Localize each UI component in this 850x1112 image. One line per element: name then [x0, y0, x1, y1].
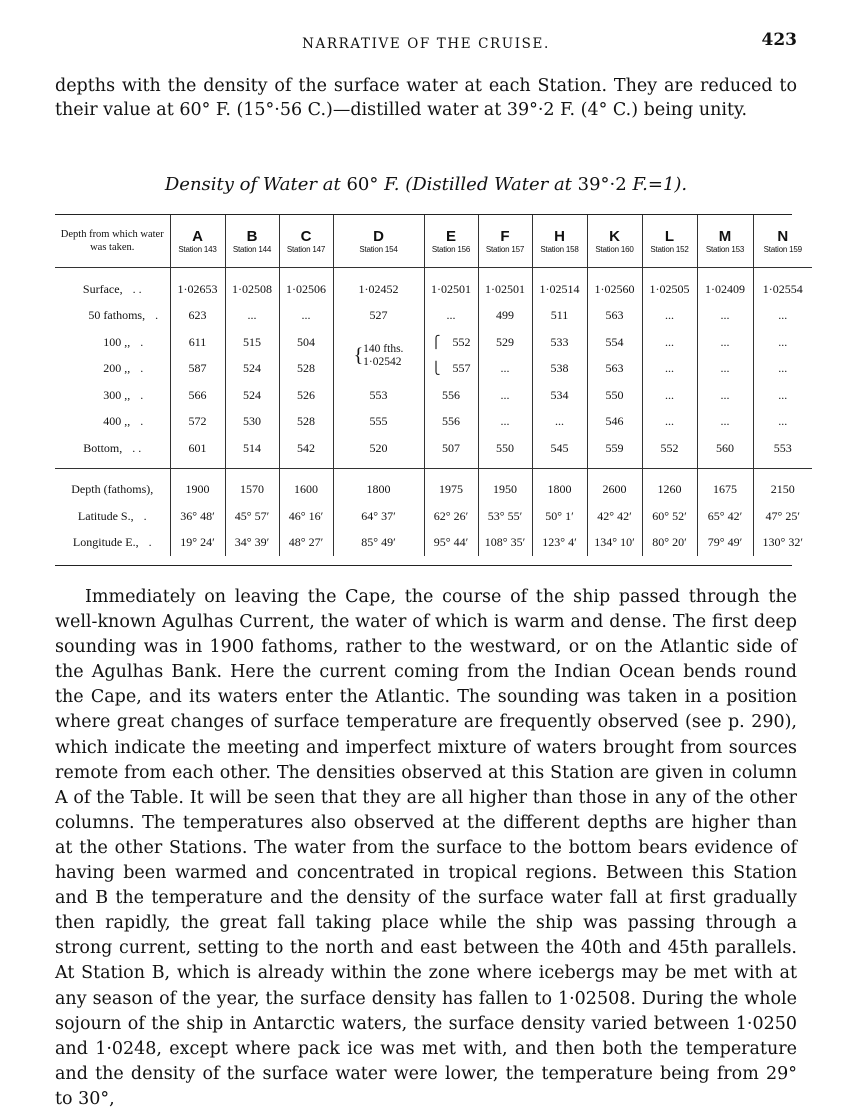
row-label-dots: .: [140, 387, 144, 402]
table-cell: 555: [333, 409, 424, 436]
table-cell: 601: [170, 435, 225, 462]
table-cell: 504: [279, 329, 333, 356]
row-label-dots: .: [140, 334, 144, 349]
column-letter: K: [609, 227, 620, 245]
column-station: Station 158: [540, 244, 579, 254]
table-cell: 507: [424, 435, 478, 462]
column-letter: E: [445, 227, 456, 245]
table-cell: 542: [279, 435, 333, 462]
column-header: [532, 215, 587, 268]
body-text: [55, 585, 797, 1112]
spacer-row: [55, 468, 812, 477]
table-cell: ...: [697, 382, 753, 409]
table-cell: ...: [642, 382, 697, 409]
table-cell: ...: [642, 356, 697, 383]
running-title: NARRATIVE OF THE CRUISE.: [302, 36, 550, 52]
table-cell: 553: [753, 435, 812, 462]
brace-glyph: {: [353, 344, 364, 366]
row-label-text: 400 ,,: [103, 414, 131, 429]
column-header: [170, 215, 225, 268]
table-cell: 1·02560: [587, 276, 642, 303]
column-letter: A: [192, 227, 203, 245]
table-cell: 60° 52′: [642, 503, 697, 530]
row-label-dots: .: [140, 414, 144, 429]
table-cell: 587: [170, 356, 225, 383]
table-cell: 520: [333, 435, 424, 462]
row-label-text: Longitude E.,: [72, 535, 139, 550]
table-cell: 545: [532, 435, 587, 462]
note-line: 140 fths.: [363, 342, 404, 355]
table-cell: ...: [753, 409, 812, 436]
row-label-dots: .: [148, 535, 152, 550]
column-letter: N: [777, 227, 789, 245]
depth-column-header: Depth from which water was taken.: [55, 215, 170, 268]
table-cell: 528: [279, 409, 333, 436]
table-cell: ...: [279, 303, 333, 330]
row-label: [55, 329, 170, 356]
table-cell: 534: [532, 382, 587, 409]
table-cell: 1800: [333, 477, 424, 504]
column-station: Station 153: [705, 244, 745, 254]
cell-value: 557: [452, 361, 471, 376]
row-label: [55, 477, 170, 504]
table-cell: 524: [225, 382, 279, 409]
table-row: [55, 503, 812, 530]
table-cell: 526: [279, 382, 333, 409]
column-letter: F: [500, 227, 510, 245]
column-header: [697, 215, 753, 268]
column-header: [478, 215, 532, 268]
table-row: [55, 329, 812, 356]
note-line: 1·02542: [363, 355, 402, 368]
table-cell: ...: [478, 409, 532, 436]
row-label: [55, 530, 170, 557]
table-cell: ...: [478, 382, 532, 409]
row-label-text: 100 ,,: [103, 334, 131, 349]
table-cell: ...: [753, 356, 812, 383]
table-header-row: [55, 215, 812, 268]
column-station: Station 143: [178, 244, 217, 254]
table-cell: 1800: [532, 477, 587, 504]
column-header: [225, 215, 279, 268]
row-label-text: Depth (fathoms),: [71, 482, 154, 497]
table-cell: 524: [225, 356, 279, 383]
column-letter: M: [718, 227, 732, 245]
table-row: [55, 477, 812, 504]
table-cell: ...: [642, 303, 697, 330]
row-label-text: Latitude S.,: [77, 508, 134, 523]
row-label-dots: . .: [132, 281, 142, 296]
table-cell: ...: [697, 303, 753, 330]
table-cell: [424, 356, 478, 383]
column-letter: C: [300, 227, 312, 245]
table-cell: ...: [697, 409, 753, 436]
column-station: Station 154: [359, 244, 398, 254]
cell-value: 552: [452, 334, 471, 349]
table-cell: 1260: [642, 477, 697, 504]
row-label-dots: .: [140, 361, 144, 376]
table-row: [55, 530, 812, 557]
table-cell: 45° 57′: [225, 503, 279, 530]
row-label: [55, 303, 170, 330]
column-station: Station 147: [286, 244, 326, 254]
table-cell: 1·02409: [697, 276, 753, 303]
table-cell: ...: [225, 303, 279, 330]
density-table-frame: [55, 214, 803, 566]
table-cell: 566: [170, 382, 225, 409]
table-row: [55, 435, 812, 462]
table-cell: 1·02505: [642, 276, 697, 303]
table-cell: ...: [532, 409, 587, 436]
table-cell: 572: [170, 409, 225, 436]
table-row: [55, 382, 812, 409]
table-cell: 499: [478, 303, 532, 330]
table-cell: 80° 20′: [642, 530, 697, 557]
table-cell: 538: [532, 356, 587, 383]
row-label: [55, 435, 170, 462]
row-label-dots: .: [143, 508, 147, 523]
note-text: [363, 343, 403, 369]
table-cell: 36° 48′: [170, 503, 225, 530]
column-station: Station 152: [650, 244, 689, 254]
table-cell: ...: [478, 356, 532, 383]
table-cell: ...: [753, 382, 812, 409]
page-number: 423: [761, 30, 797, 50]
row-label: [55, 356, 170, 383]
table-cell: ...: [642, 329, 697, 356]
table-row: [55, 409, 812, 436]
table-cell: [424, 329, 478, 356]
table-row: [55, 356, 812, 383]
column-letter: D: [373, 227, 384, 245]
table-cell: 2150: [753, 477, 812, 504]
table-cell: 546: [587, 409, 642, 436]
table-cell: 1570: [225, 477, 279, 504]
table-cell: 34° 39′: [225, 530, 279, 557]
column-header: [753, 215, 812, 268]
table-cell: 1950: [478, 477, 532, 504]
column-station: Station 160: [595, 244, 634, 254]
table-cell: 50° 1′: [532, 503, 587, 530]
table-cell: 47° 25′: [753, 503, 812, 530]
row-label-text: Surface,: [82, 281, 123, 296]
column-header: [333, 215, 424, 268]
table-cell: 19° 24′: [170, 530, 225, 557]
table-cell: 1·02554: [753, 276, 812, 303]
table-cell: 85° 49′: [333, 530, 424, 557]
row-label-text: Bottom,: [83, 440, 123, 455]
brace-glyph: ⎩: [431, 361, 441, 376]
table-cell: 134° 10′: [587, 530, 642, 557]
table-cell: 563: [587, 356, 642, 383]
table-cell: ...: [697, 329, 753, 356]
table-cell: 511: [532, 303, 587, 330]
column-letter: L: [664, 227, 675, 245]
page-header: [55, 30, 797, 58]
column-letter: B: [246, 227, 258, 245]
table-cell: ...: [424, 303, 478, 330]
table-cell: 42° 42′: [587, 503, 642, 530]
row-label: [55, 409, 170, 436]
table-caption: [55, 174, 797, 195]
table-cell: 108° 35′: [478, 530, 532, 557]
caption-part: F.=1).: [632, 174, 688, 195]
column-station: Station 156: [431, 244, 471, 254]
table-cell: 1675: [697, 477, 753, 504]
row-label-dots: . .: [132, 440, 142, 455]
column-header: [279, 215, 333, 268]
table-cell: 48° 27′: [279, 530, 333, 557]
table-cell: 46° 16′: [279, 503, 333, 530]
row-label-dots: .: [155, 308, 159, 323]
table-cell: ...: [753, 303, 812, 330]
column-station: Station 159: [763, 244, 802, 254]
table-cell: 556: [424, 409, 478, 436]
table-cell: 559: [587, 435, 642, 462]
density-table: [55, 215, 812, 556]
intro-paragraph: depths with the density of the surface water at each Station. They are reduced to their value at 60° F. (15°·56 C.)—distilled water at 39°·2 F. (4° C.) being unity.: [55, 76, 797, 120]
table-cell: 623: [170, 303, 225, 330]
table-cell: 2600: [587, 477, 642, 504]
table-cell: ...: [697, 356, 753, 383]
table-row: [55, 303, 812, 330]
table-cell: 79° 49′: [697, 530, 753, 557]
row-label: [55, 382, 170, 409]
caption-part: 60°: [346, 174, 385, 195]
caption-part: 39°·2: [577, 174, 633, 195]
table-cell: 53° 55′: [478, 503, 532, 530]
table-cell: 65° 42′: [697, 503, 753, 530]
table-cell: ...: [753, 329, 812, 356]
table-cell: 560: [697, 435, 753, 462]
table-cell: 533: [532, 329, 587, 356]
table-cell: 528: [279, 356, 333, 383]
row-label: [55, 503, 170, 530]
table-cell: 563: [587, 303, 642, 330]
table-row: [55, 276, 812, 303]
table-cell: 123° 4′: [532, 530, 587, 557]
table-cell: 1·02508: [225, 276, 279, 303]
table-cell: 1·02501: [424, 276, 478, 303]
table-cell: 1·02653: [170, 276, 225, 303]
column-header: [587, 215, 642, 268]
brace-glyph: ⎧: [431, 334, 441, 349]
column-header: [642, 215, 697, 268]
column-station: Station 144: [232, 244, 272, 254]
table-cell: 527: [333, 303, 424, 330]
caption-part: Density of Water at: [164, 174, 347, 195]
row-label: [55, 276, 170, 303]
table-cell: 554: [587, 329, 642, 356]
station-d-note: [333, 329, 424, 382]
table-cell: 1·02501: [478, 276, 532, 303]
table-cell: 1·02514: [532, 276, 587, 303]
table-cell: 1900: [170, 477, 225, 504]
table-cell: 62° 26′: [424, 503, 478, 530]
column-letter: H: [554, 227, 565, 245]
table-cell: 611: [170, 329, 225, 356]
body-paragraph: Immediately on leaving the Cape, the course of the ship passed through the well-known Agulhas Current, the water of which is warm and dense. The first deep sounding was in 1900 fathoms, rather to the westward, or on the Atlantic side of the Agulhas Bank. Here the current coming from the Indian Ocean bends round the Cape, and its waters enter the Atlantic. The sounding was taken in a position where great changes of surface temperature are frequently observed (see p. 290), which indicate the meeting and imperfect mixture of waters brought from sources remote from each other. The densities observed at this Station are given in column A of the Table. It will be seen that they are all higher than those in any of the other columns. The temperatures also observed at the different depths are higher than at the other Stations. The water from the surface to the bottom bears evidence of having been warmed and concentrated in tropical regions. Between this Station and B the temperature and the density of the surface water fall at first gradually then rapidly, the great fall taking place while the ship was passing through a strong current, setting to the north and east between the 40th and 45th parallels. At Station B, which is already within the zone where icebergs may be met with at any season of the year, the surface density has fallen to 1·02508. During the whole sojourn of the ship in Antarctic waters, the surface density varied between 1·0250 and 1·0248, except where pack ice was met with, and then both the temperature and the density of the surface water were lower, the temperature being from 29° to 30°,: [55, 587, 797, 1109]
table-cell: 514: [225, 435, 279, 462]
table-cell: 95° 44′: [424, 530, 478, 557]
row-label-text: 200 ,,: [103, 361, 131, 376]
table-cell: ...: [642, 409, 697, 436]
caption-part: F. (Distilled Water at: [384, 174, 578, 195]
column-station: Station 157: [485, 244, 525, 254]
table-cell: 130° 32′: [753, 530, 812, 557]
table-cell: 1600: [279, 477, 333, 504]
table-cell: 550: [478, 435, 532, 462]
table-cell: 64° 37′: [333, 503, 424, 530]
table-cell: 552: [642, 435, 697, 462]
table-cell: 515: [225, 329, 279, 356]
table-cell: 529: [478, 329, 532, 356]
table-cell: 556: [424, 382, 478, 409]
column-header: [424, 215, 478, 268]
table-cell: 553: [333, 382, 424, 409]
row-label-text: 50 fathoms,: [88, 308, 146, 323]
table-cell: 1·02452: [333, 276, 424, 303]
density-body: [55, 268, 812, 557]
table-cell: 1·02506: [279, 276, 333, 303]
table-cell: 1975: [424, 477, 478, 504]
spacer-row: [55, 268, 812, 277]
table-cell: 530: [225, 409, 279, 436]
table-cell: 550: [587, 382, 642, 409]
row-label-text: 300 ,,: [103, 387, 131, 402]
